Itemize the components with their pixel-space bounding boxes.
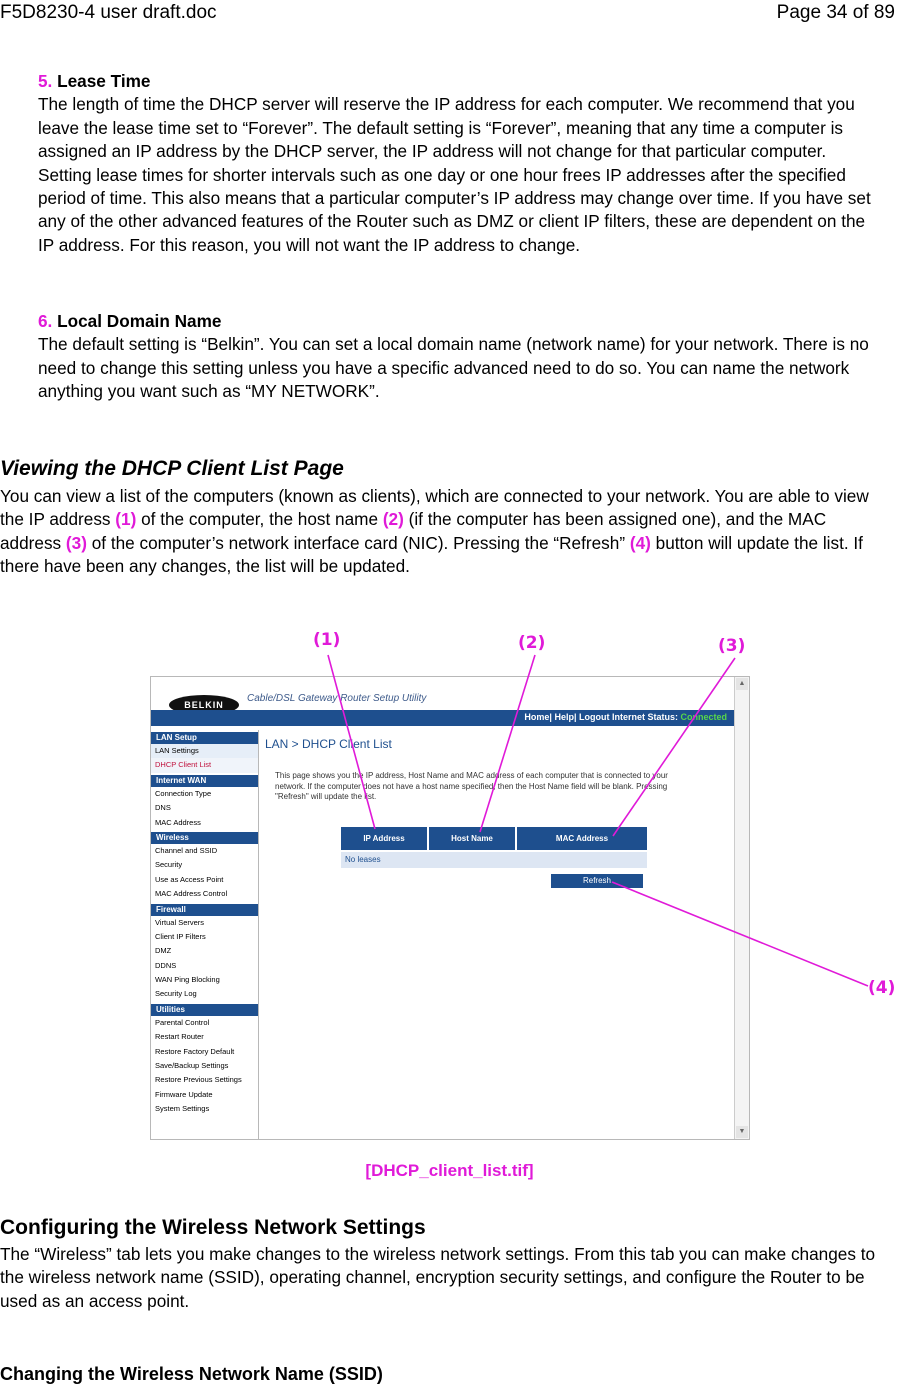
- section-internet-wan: Internet WAN: [151, 775, 258, 787]
- router-screenshot: [150, 676, 750, 1140]
- sidebar-item-virtual-servers[interactable]: Virtual Servers: [155, 917, 205, 927]
- sidebar-item-access-point[interactable]: Use as Access Point: [155, 874, 224, 884]
- sidebar-item-system-settings[interactable]: System Settings: [155, 1104, 210, 1114]
- sidebar-item-security[interactable]: Security: [155, 860, 183, 870]
- sidebar-item-dhcp-client-list[interactable]: DHCP Client List: [151, 758, 258, 772]
- figure-caption: [DHCP_client_list.tif]: [365, 1161, 534, 1180]
- marker-3: (3): [65, 532, 87, 553]
- lease-time-number: 5.: [38, 71, 53, 91]
- wireless-body: The “Wireless” tab lets you make changes to the wireless network settings. From this tab you can make changes to the wireless network name (SSID), operating channel, encryption security settings, and configure the Router to be used as an access point.: [0, 1244, 876, 1311]
- section-lan-setup: LAN Setup: [151, 732, 258, 744]
- scroll-up-icon[interactable]: ▲: [736, 678, 748, 690]
- sidebar-item-dmz[interactable]: DMZ: [155, 946, 172, 956]
- router-page-title: LAN > DHCP Client List: [265, 737, 392, 751]
- sidebar-item-save-backup[interactable]: Save/Backup Settings: [155, 1061, 229, 1071]
- page-header-right: Page 34 of 89: [776, 2, 895, 23]
- callout-label-4: (4): [868, 978, 896, 998]
- sidebar-item-firmware-update[interactable]: Firmware Update: [155, 1089, 213, 1099]
- section-utilities: Utilities: [151, 1004, 258, 1016]
- domain-name-body: The default setting is “Belkin”. You can set a local domain name (network name) for your network. There is no need to change this setting unless you have a specific advanced need to do so. You can name the network anything you want such as “MY NETWORK”.: [38, 334, 869, 402]
- sidebar-item-dns[interactable]: DNS: [155, 803, 171, 813]
- sidebar-item-security-log[interactable]: Security Log: [155, 989, 197, 999]
- router-nav-links: [524, 712, 727, 722]
- ssid-heading: Changing the Wireless Network Name (SSID): [0, 1364, 383, 1384]
- marker-4: (4): [629, 532, 651, 553]
- sidebar-item-connection-type[interactable]: Connection Type: [155, 788, 212, 798]
- sidebar-item-mac-address[interactable]: MAC Address: [155, 817, 201, 827]
- sidebar-item-mac-control[interactable]: MAC Address Control: [155, 889, 228, 899]
- viewing-text-5: button will update the list. If there have been any changes, the list will be updated.: [0, 532, 863, 577]
- domain-name-number: 6.: [38, 311, 53, 331]
- router-tagline: Cable/DSL Gateway Router Setup Utility: [247, 693, 427, 704]
- viewing-text-1: You can view a list of the computers (known as clients), which are connected to your network. You are able to view the IP address: [0, 486, 869, 530]
- viewing-body: [0, 485, 890, 579]
- callout-label-3: (3): [718, 636, 746, 656]
- internet-status: Connected: [680, 712, 727, 722]
- wireless-heading: Configuring the Wireless Network Settings: [0, 1216, 426, 1239]
- marker-1: (1): [115, 509, 137, 530]
- router-sidebar: [151, 730, 259, 1139]
- viewing-text-4: of the computer’s network interface card (NIC). Pressing the “Refresh”: [86, 532, 630, 553]
- sidebar-item-wan-ping[interactable]: WAN Ping Blocking: [155, 975, 220, 985]
- viewing-text-3: (if the computer has been assigned one), and the MAC address: [0, 509, 827, 553]
- lease-time-heading: Lease Time: [57, 71, 151, 91]
- belkin-logo: BELKIN: [169, 695, 239, 715]
- page-header-left: F5D8230-4 user draft.doc: [0, 2, 217, 23]
- domain-name-section: [38, 310, 884, 404]
- sidebar-item-lan-settings[interactable]: LAN Settings: [151, 744, 258, 758]
- router-navbar: [245, 710, 735, 726]
- column-host-name: Host Name: [429, 827, 515, 850]
- section-firewall: Firewall: [151, 904, 258, 916]
- nav-links-text[interactable]: Home| Help| Logout Internet Status:: [524, 712, 678, 722]
- router-page-intro: This page shows you the IP address, Host Name and MAC address of each computer that is connected to your network. If the computer does not have a host name specified, then the Host Name field will be blank. Pressing "Refresh" will update the list.: [275, 771, 668, 801]
- callout-label-1: (1): [313, 630, 341, 650]
- viewing-heading: Viewing the DHCP Client List Page: [0, 457, 344, 480]
- marker-2: (2): [382, 509, 404, 530]
- callout-label-2: (2): [518, 633, 546, 653]
- section-wireless: Wireless: [151, 832, 258, 844]
- router-header: [151, 677, 735, 710]
- sidebar-item-restore-default[interactable]: Restore Factory Default: [155, 1046, 235, 1056]
- lease-time-body: The length of time the DHCP server will reserve the IP address for each computer. We recommend that you leave the lease time set to “Forever”. The default setting is “Forever”, meaning that any time a computer is assigned an IP address by the DHCP server, the IP address will not change for that particular computer. Setting lease times for shorter intervals such as one day or one hour frees IP addresses after the specified period of time. This also means that a particular computer’s IP address may change over time. If you have set any of the other advanced features of the Router such as DMZ or client IP filters, these are dependent on the IP address. For this reason, you will not want the IP address to change.: [38, 94, 871, 255]
- sidebar-item-client-ip-filters[interactable]: Client IP Filters: [155, 931, 206, 941]
- sidebar-item-restore-previous[interactable]: Restore Previous Settings: [155, 1075, 242, 1085]
- sidebar-item-parental-control[interactable]: Parental Control: [155, 1017, 210, 1027]
- sidebar-item-channel-ssid[interactable]: Channel and SSID: [155, 845, 218, 855]
- column-mac-address: MAC Address: [517, 827, 647, 850]
- table-row: No leases: [341, 852, 647, 868]
- domain-name-heading: Local Domain Name: [57, 311, 222, 331]
- sidebar-item-restart-router[interactable]: Restart Router: [155, 1032, 204, 1042]
- scroll-down-icon[interactable]: ▼: [736, 1126, 748, 1138]
- viewing-text-2: of the computer, the host name: [136, 509, 383, 530]
- scrollbar[interactable]: [734, 677, 749, 1139]
- lease-time-section: [38, 70, 884, 257]
- refresh-button[interactable]: Refresh: [551, 874, 643, 888]
- sidebar-item-ddns[interactable]: DDNS: [155, 960, 177, 970]
- router-navbar-left: [151, 710, 245, 726]
- column-ip-address: IP Address: [341, 827, 427, 850]
